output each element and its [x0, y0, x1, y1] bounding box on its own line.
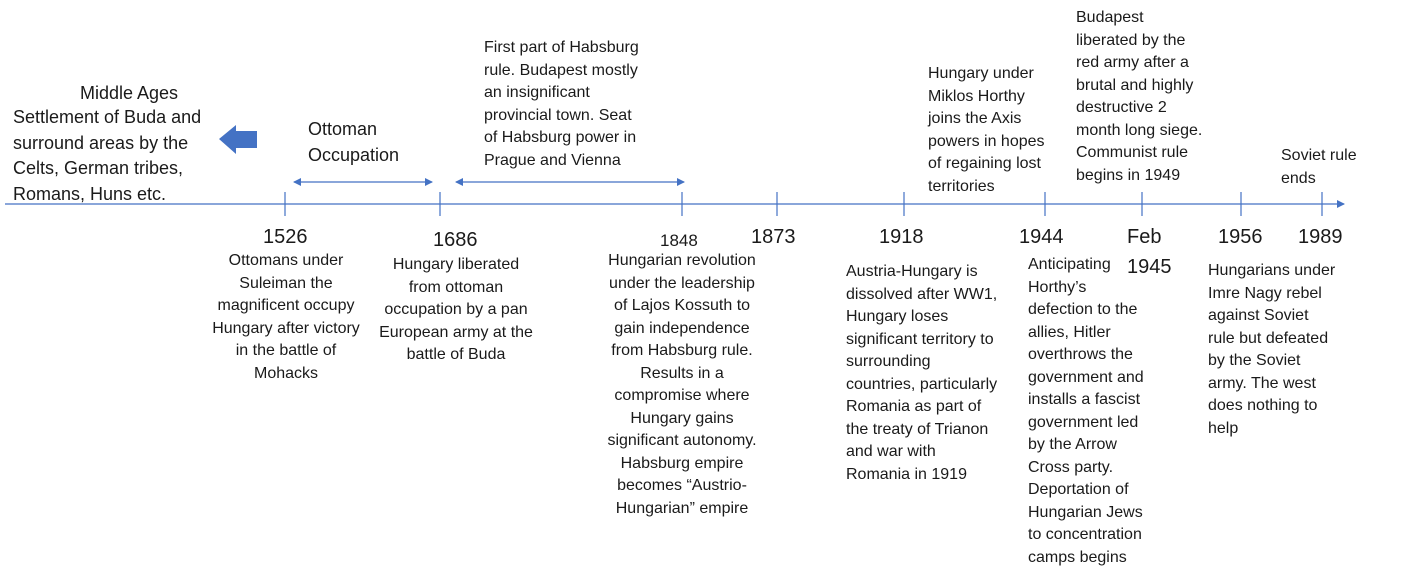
event-1944: Anticipating Horthy’s defection to the allies, Hitler overthrows the government and installs a fascist government led by the Arrow Cross party. Deportation of Hungarian Jews to concentration camps begins: [1028, 256, 1144, 566]
event-1918: Austria-Hungary is dissolved after WW1, Hungary loses significant territory to surrounding countries, particularly Romania as part of the treaty of Trianon and war with Romania in 1919: [846, 263, 998, 483]
ottoman-span-label: Ottoman Occupation: [308, 119, 400, 165]
middle-ages-title: Middle Ages: [80, 83, 179, 103]
year-label-1956: 1956: [1218, 226, 1263, 248]
left-arrow-icon: [219, 125, 257, 154]
year-label-1873: 1873: [751, 226, 796, 248]
year-label-1848: 1848: [660, 231, 698, 250]
event-1686: Hungary liberated from ottoman occupation by a pan European army at the battle of Buda: [379, 256, 533, 363]
habsburg-span-label: First part of Habsburg rule. Budapest mostly an insignificant provincial town. Seat of Habsburg power in Prague and Vienna: [484, 39, 639, 169]
soviet-rule-ends-note: Soviet rule ends: [1281, 147, 1357, 187]
budapest-liberation-note: Budapest liberated by the red army after a brutal and highly destructive 2 month long siege. Communist rule begins in 1949: [1076, 9, 1203, 184]
year-label-feb: Feb: [1127, 226, 1162, 248]
year-label-1526: 1526: [263, 226, 308, 248]
event-1956: Hungarians under Imre Nagy rebel against Soviet rule but defeated by the Soviet army. The west does nothing to help: [1208, 262, 1336, 437]
year-label-1945: 1945: [1127, 256, 1172, 278]
year-label-1918: 1918: [879, 226, 924, 248]
middle-ages-note: Settlement of Buda and surround areas by the Celts, German tribes, Romans, Huns etc.: [13, 107, 202, 204]
year-label-1686: 1686: [433, 229, 478, 251]
event-1848: Hungarian revolution under the leadership of Lajos Kossuth to gain independence from Habsburg rule. Results in a compromise where Hungary gains significant autonomy. Habsburg empire becomes “Austrio- Hungarian” empire: [607, 252, 757, 517]
horthy-note: Hungary under Miklos Horthy joins the Axis powers in hopes of regaining lost territories: [928, 65, 1045, 195]
year-label-1944: 1944: [1019, 226, 1064, 248]
event-1526: Ottomans under Suleiman the magnificent occupy Hungary after victory in the battle of Mohacks: [212, 252, 360, 382]
year-label-1989: 1989: [1298, 226, 1343, 248]
